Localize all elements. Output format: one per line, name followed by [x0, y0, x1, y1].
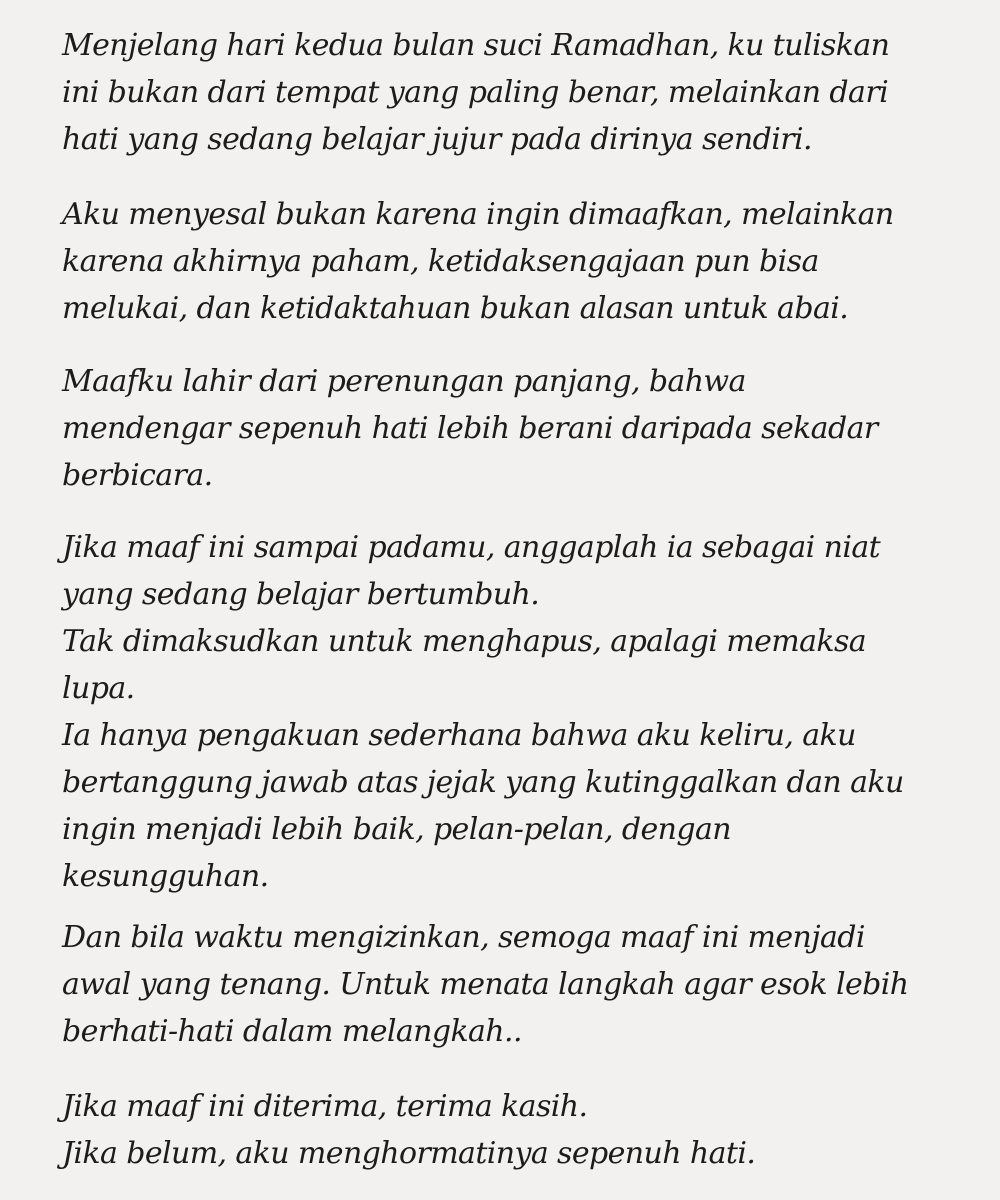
text-line: melukai, dan ketidaktahuan bukan alasan untuk abai.: [62, 291, 849, 326]
paragraph-regret: [62, 191, 972, 332]
text-line: bertanggung jawab atas jejak yang kutinggalkan dan aku: [62, 765, 904, 800]
text-line: Dan bila waktu mengizinkan, semoga maaf ini menjadi: [62, 920, 865, 955]
paragraph-hope: [62, 914, 972, 1055]
text-line: Ia hanya pengakuan sederhana bahwa aku keliru, aku: [62, 718, 856, 753]
text-line: Jika maaf ini sampai padamu, anggaplah ia sebagai niat: [62, 530, 881, 565]
paragraph-opening: [62, 22, 972, 163]
text-line: berbicara.: [62, 458, 213, 493]
text-line: Aku menyesal bukan karena ingin dimaafkan, melainkan: [62, 197, 894, 232]
text-line: karena akhirnya paham, ketidaksengajaan pun bisa: [62, 244, 819, 279]
text-line: Maafku lahir dari perenungan panjang, bahwa: [62, 364, 746, 399]
text-line: awal yang tenang. Untuk menata langkah agar esok lebih: [62, 967, 909, 1002]
text-line: ini bukan dari tempat yang paling benar, melainkan dari: [62, 75, 889, 110]
text-line: Jika belum, aku menghormatinya sepenuh hati.: [62, 1136, 756, 1171]
paragraph-closing: [62, 1083, 972, 1177]
text-line: kesungguhan.: [62, 859, 269, 894]
paragraph-reflection: [62, 358, 972, 499]
text-line: yang sedang belajar bertumbuh.: [62, 577, 540, 612]
text-line: Jika maaf ini diterima, terima kasih.: [62, 1089, 588, 1124]
text-line: hati yang sedang belajar jujur pada dirinya sendiri.: [62, 122, 812, 157]
text-line: ingin menjadi lebih baik, pelan-pelan, dengan: [62, 812, 731, 847]
text-line: Menjelang hari kedua bulan suci Ramadhan, ku tuliskan: [62, 28, 890, 63]
paragraph-intention: [62, 524, 972, 900]
text-line: mendengar sepenuh hati lebih berani daripada sekadar: [62, 411, 878, 446]
text-line: berhati-hati dalam melangkah..: [62, 1014, 522, 1049]
text-line: Tak dimaksudkan untuk menghapus, apalagi memaksa: [62, 624, 867, 659]
text-line: lupa.: [62, 671, 135, 706]
